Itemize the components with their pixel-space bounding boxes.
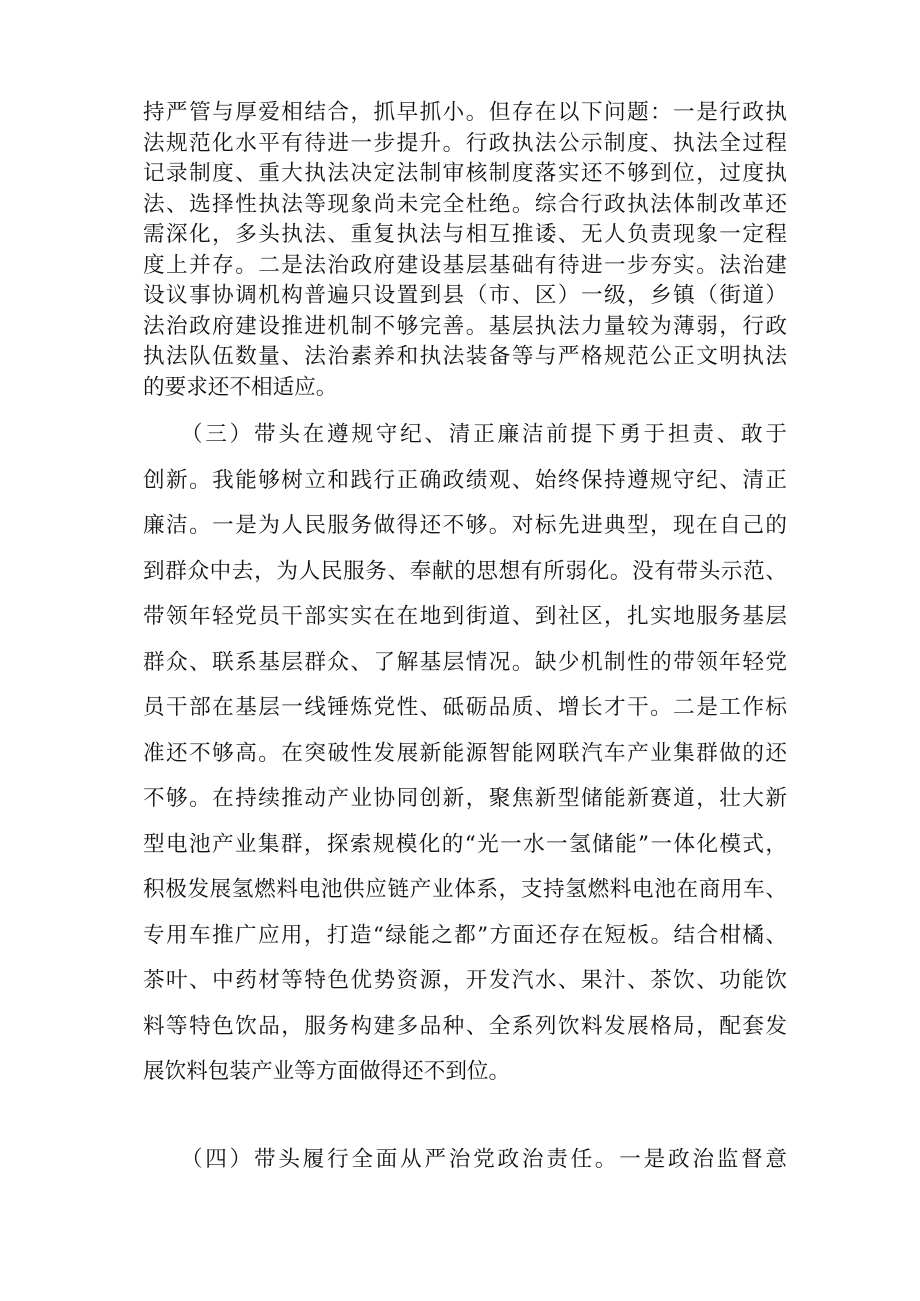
text-line: 执法队伍数量、法治素养和执法装备等与严格规范公正文明执法 [143,344,787,369]
text-line: 法、选择性执法等现象尚未完全杜绝。综合行政执法体制改革还 [143,191,787,217]
text-line: 型电池产业集群，探索规模化的“光一水一氢储能”一体化模式， [143,831,787,857]
text-line: 积极发展氢燃料电池供应链产业体系，支持氢燃料电池在商用车、 [143,877,787,902]
text-line: 廉洁。一是为人民服务做得还不够。对标先进典型，现在自己的 [143,513,787,538]
text-line: 员干部在基层一线锤炼党性、砥砺品质、增长才干。二是工作标 [143,695,787,720]
text-line: 持严管与厚爱相结合，抓早抓小。但存在以下问题：一是行政执 [143,100,787,125]
text-line: 法规范化水平有待进一步提升。行政执法公示制度、执法全过程 [143,130,787,156]
paragraph-section-three [143,412,787,1095]
text-line: 度上并存。二是法治政府建设基层基础有待进一步夯实。法治建 [143,252,787,278]
text-line: 不够。在持续推动产业协同创新，聚焦新型储能新赛道，壮大新 [143,786,787,811]
text-line: 茶叶、中药材等特色优势资源，开发汽水、果汁、茶饮、功能饮 [143,968,787,993]
text-line: 需深化，多头执法、重复执法与相互推诿、无人负责现象一定程 [143,222,787,247]
text-line: 展饮料包装产业等方面做得还不到位。 [143,1059,511,1084]
text-line: 到群众中去，为人民服务、奉献的思想有所弱化。没有带头示范、 [143,558,787,584]
text-line: 准还不够高。在突破性发展新能源智能网联汽车产业集群做的还 [143,740,787,766]
section-heading-line: （三）带头在遵规守纪、清正廉洁前提下勇于担责、敢于 [143,422,787,447]
section-heading-line: （四）带头履行全面从严治党政治责任。一是政治监督意 [143,1147,787,1172]
text-line: 法治政府建设推进机制不够完善。基层执法力量较为薄弱，行政 [143,313,787,339]
text-line: 的要求还不相适应。 [143,374,338,400]
text-line: 料等特色饮品，服务构建多品种、全系列饮料发展格局，配套发 [143,1013,787,1039]
paragraph-section-four [143,1137,787,1183]
text-line: 设议事协调机构普遍只设置到县（市、区）一级，乡镇（街道） [143,283,787,308]
paragraph-administrative-law-enforcement [143,98,787,403]
text-line: 创新。我能够树立和践行正确政绩观、始终保持遵规守纪、清正 [143,467,787,493]
text-line: 群众、联系基层群众、了解基层情况。缺少机制性的带领年轻党 [143,649,787,675]
text-line: 记录制度、重大执法决定法制审核制度落实还不够到位，过度执 [143,161,787,186]
text-line: 专用车推广应用，打造“绿能之都”方面还存在短板。结合柑橘、 [143,922,787,948]
text-line: 带领年轻党员干部实实在在地到街道、到社区，扎实地服务基层 [143,604,787,629]
